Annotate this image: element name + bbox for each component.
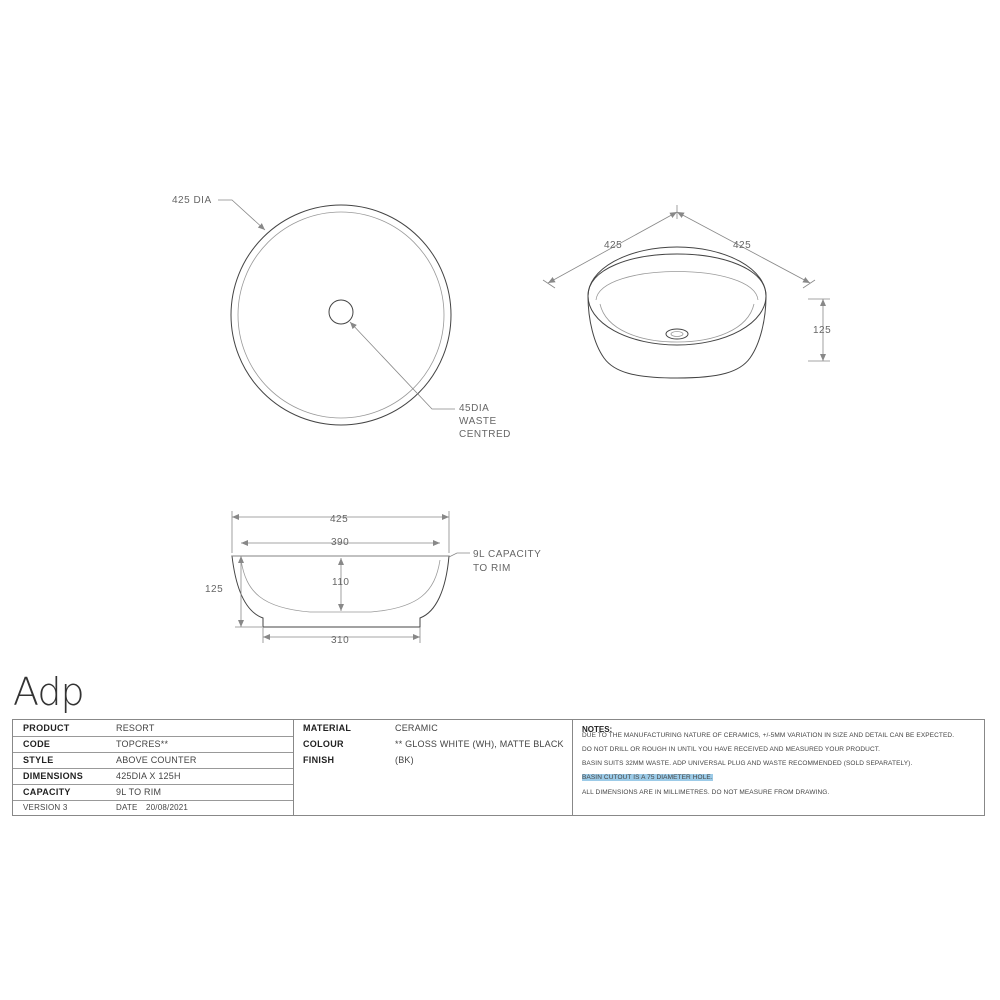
row-capacity: [13, 784, 293, 801]
row-dimensions: [13, 768, 293, 785]
row-style: [13, 752, 293, 769]
material-label: MATERIAL: [303, 723, 352, 733]
dimensions-label: DIMENSIONS: [23, 771, 84, 781]
section-view: [205, 511, 541, 646]
dimensions-value: 425DIA X 125H: [116, 771, 181, 781]
date-label: DATE: [116, 803, 138, 812]
section-height: 125: [205, 584, 224, 595]
waste-label-line-2: WASTE: [459, 416, 497, 427]
capacity-line-1: 9L CAPACITY: [473, 549, 542, 560]
style-label: STYLE: [23, 755, 54, 765]
title-block-notes-column: [572, 720, 984, 815]
row-material: [293, 720, 572, 736]
notes-title: NOTES:: [582, 725, 613, 734]
section-outer-width: 425: [330, 514, 349, 525]
note-1: DUE TO THE MANUFACTURING NATURE OF CERAMICS, +/-5MM VARIATION IN SIZE AND DETAIL CAN BE EXPECTED.: [582, 732, 955, 739]
finish-value: (BK): [395, 755, 414, 765]
row-product: [13, 720, 293, 737]
finish-label: FINISH: [303, 755, 335, 765]
capacity-line-2: TO RIM: [473, 563, 511, 574]
capacity-label: CAPACITY: [23, 787, 71, 797]
title-block-product-column: [13, 720, 294, 815]
product-value: RESORT: [116, 723, 155, 733]
isometric-view: [543, 205, 831, 378]
iso-width-left: 425: [604, 240, 623, 251]
version-text: VERSION 3: [23, 803, 68, 812]
section-inner-width: 390: [331, 537, 350, 548]
colour-value: ** GLOSS WHITE (WH), MATTE BLACK: [395, 739, 564, 749]
row-version: [13, 800, 293, 816]
note-3: BASIN SUITS 32MM WASTE. ADP UNIVERSAL PLUG AND WASTE RECOMMENDED (SOLD SEPARATELY).: [582, 760, 913, 767]
title-block-material-column: [293, 720, 573, 815]
row-finish: [293, 752, 572, 768]
iso-height-label: 125: [813, 325, 832, 336]
material-value: CERAMIC: [395, 723, 438, 733]
capacity-value: 9L TO RIM: [116, 787, 162, 797]
adp-logo: Adp: [13, 670, 84, 714]
code-label: CODE: [23, 739, 51, 749]
code-value: TOPCRES**: [116, 739, 169, 749]
product-label: PRODUCT: [23, 723, 70, 733]
waste-label-line-1: 45DIA: [459, 403, 490, 414]
section-base-width: 310: [331, 635, 350, 646]
date-value: 20/08/2021: [146, 803, 189, 812]
note-4-highlighted: BASIN CUTOUT IS A 75 DIAMETER HOLE.: [582, 774, 713, 781]
waste-label-line-3: CENTRED: [459, 429, 511, 440]
iso-width-right: 425: [733, 240, 752, 251]
note-5: ALL DIMENSIONS ARE IN MILLIMETRES. DO NOT MEASURE FROM DRAWING.: [582, 789, 830, 796]
row-code: [13, 736, 293, 753]
title-block: [12, 719, 985, 816]
style-value: ABOVE COUNTER: [116, 755, 197, 765]
note-2: DO NOT DRILL OR ROUGH IN UNTIL YOU HAVE RECEIVED AND MEASURED YOUR PRODUCT.: [582, 746, 880, 753]
row-colour: [293, 736, 572, 752]
colour-label: COLOUR: [303, 739, 344, 749]
plan-view: [172, 195, 511, 440]
plan-dia-label: 425 DIA: [172, 195, 212, 206]
section-depth: 110: [332, 577, 350, 588]
